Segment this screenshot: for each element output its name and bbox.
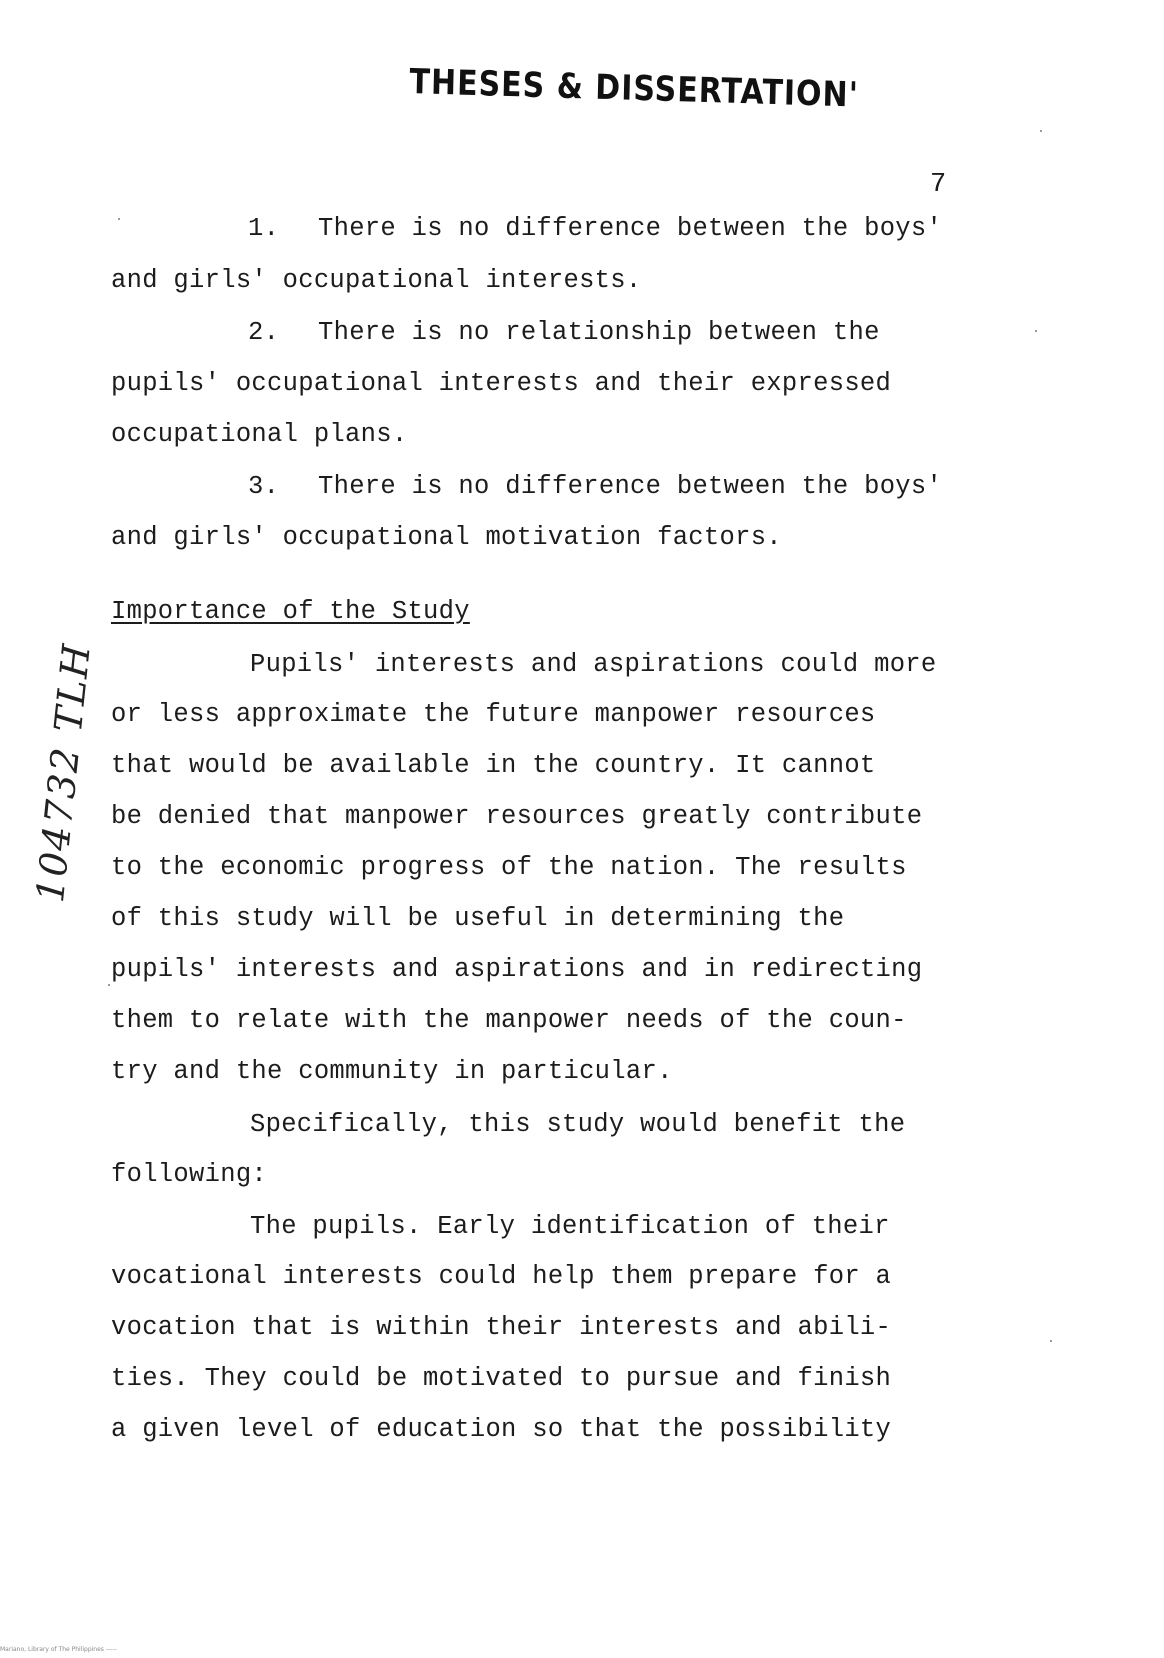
body-line: or less approximate the future manpower resources: [111, 700, 876, 729]
body-line: try and the community in particular.: [111, 1057, 673, 1086]
hypothesis-3-number: 3.: [248, 472, 280, 501]
page-number: 7: [930, 170, 947, 200]
hypothesis-2-number: 2.: [248, 318, 280, 347]
body-line: vocation that is within their interests and abili-: [111, 1313, 892, 1342]
body-line: Specifically, this study would benefit the: [250, 1110, 906, 1139]
body-line: be denied that manpower resources greatly contribute: [111, 802, 923, 831]
hypothesis-2-line-2: pupils' occupational interests and their expressed: [111, 369, 892, 398]
handwritten-margin-note: 104732 TLH: [28, 640, 100, 905]
scan-speck: [108, 984, 110, 986]
hypothesis-3-line-1: There is no difference between the boys': [318, 472, 943, 501]
body-line: that would be available in the country. It cannot: [111, 751, 876, 780]
section-heading: Importance of the Study: [111, 597, 470, 626]
scan-speck: [1050, 1340, 1052, 1342]
scan-speck: [1040, 130, 1042, 132]
scan-speck: [1035, 330, 1037, 332]
body-line: The pupils. Early identification of their: [250, 1212, 890, 1241]
body-line: of this study will be useful in determining the: [111, 904, 845, 933]
body-line: pupils' interests and aspirations and in redirecting: [111, 955, 923, 984]
body-line: Pupils' interests and aspirations could more: [250, 650, 937, 679]
scan-speck: [118, 218, 120, 220]
body-line: to the economic progress of the nation. The results: [111, 853, 907, 882]
hypothesis-2-line-1: There is no relationship between the: [318, 318, 880, 347]
hypothesis-1-line-1: There is no difference between the boys': [318, 214, 943, 243]
hypothesis-1-number: 1.: [248, 214, 280, 243]
body-line: vocational interests could help them prepare for a: [111, 1262, 892, 1291]
body-line: following:: [111, 1160, 268, 1189]
hypothesis-2-line-3: occupational plans.: [111, 420, 408, 449]
body-line: ties. They could be motivated to pursue and finish: [111, 1364, 892, 1393]
theses-dissertation-stamp: THESES & DISSERTATION': [409, 62, 860, 116]
hypothesis-3-line-2: and girls' occupational motivation factors.: [111, 523, 782, 552]
scan-footer: Mariano, Library of The Philippines -----: [0, 1646, 117, 1653]
hypothesis-1-line-2: and girls' occupational interests.: [111, 266, 642, 295]
body-line: them to relate with the manpower needs of the coun-: [111, 1006, 907, 1035]
body-line: a given level of education so that the possibility: [111, 1415, 892, 1444]
